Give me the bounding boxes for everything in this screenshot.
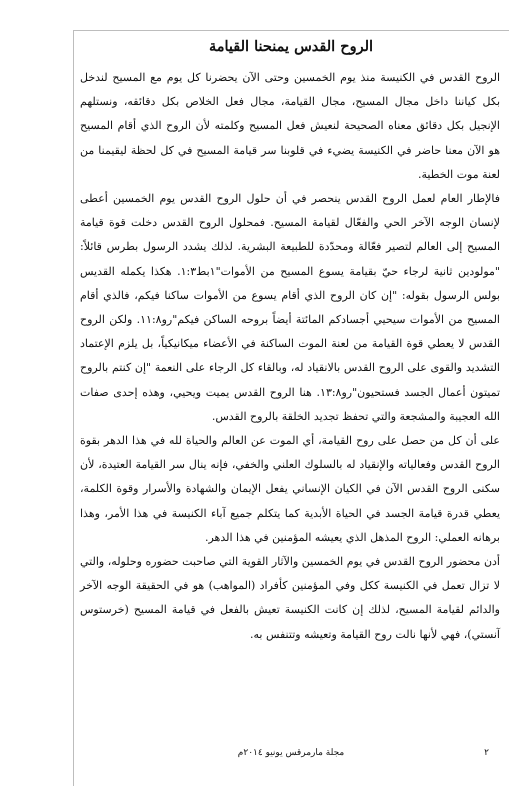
paragraph: على أن كل من حصل على روح القيامة، أي الموت عن العالم والحياة لله في هذا الدهر بقوة الروح القدس وفعالياته والإنقياد له بالسلوك العلني والخفي، فإنه ينال سر القيامة العتيدة، لأن سكنى الروح القدس الآن في الكيان الإنساني يفعل الإيمان والشهادة والأسرار وقوة الكلمة، يعطي قدرة قيامة الجسد في الحياة الأبدية كما يتكلم جميع آباء الكنيسة في هذا الأمر، وهذا برهانه العملي: الروح المذهل الذي يعيشه المؤمنين في هذا الدهر. xyxy=(80,434,500,544)
journal-name: مجلة مارمرقس يونيو ٢٠١٤م xyxy=(237,748,345,758)
paragraph: أدن محضور الروح القدس في يوم الخمسين والآثار القوية التي صاحبت حضوره وحلوله، والتي لا تزال تعمل في الكنيسة ككل وفي المؤمنين كأفراد (المواهب) هو في الحقيقة الوجه الآخر والدائم لقيامة المسيح، لذلك إن كانت الكنيسة تعيش بالفعل في قيامة المسيح (خرستوس آنستي)، فهي لأنها نالت روح القيامة وتعيشه وتتنفس به. xyxy=(80,555,500,641)
paragraph: الروح القدس في الكنيسة منذ يوم الخمسين وحتى الآن يحضرنا كل يوم مع المسيح لندخل بكل كياننا داخل مجال المسيح، مجال القيامة، مجال فعل الخلاص بكل دقائقه، ونستلهم الإنجيل بكل دقائق معناه الصحيحة لنعيش فعل المسيح وكلمته لأن الروح الذي أقام المسيح هو الآن معنا حاضر في الكنيسة يضيء في قلوبنا سر قيامة المسيح في كل لحظة ليقيمنا من لعنة موت الخطية. xyxy=(80,71,500,181)
paragraph: فالإطار العام لعمل الروح القدس ينحصر في أن حلول الروح القدس يوم الخمسين أعطى لإنسان الوجه الآخر الحي والفعّال لقيامة المسيح. فمحلول الروح القدس دخلت قوة قيامة المسيح إلى العالم لتصير فعّالة ومحدّدة للطبيعة البشرية. لذلك يشدد الرسول بطرس قائلاً: "مولودين ثانية لرجاء حيّ بقيامة يسوع المسيح من الأموات"١بط١:٣. هكذا يكمله القديس بولس الرسول بقوله: "إن كان الروح الذي أقام يسوع من الأموات ساكنا فيكم، فالذي أقام المسيح من الأموات سيحيي أجسادكم المائتة أيضاً بروحه الساكن فيكم"رو١١:٨. ولكن الروح القدس لا يعطي قوة القيامة من لعنة الموت الساكنة في الأعضاء ميكانيكياً، بل يلزم الإعتماد التشديد والقوى على الروح القدس بالانقياد له، وبالقاء كل الرجاء على النعمة "إن كنتم بالروح تميتون أعمال الجسد فستحيون"رو١٣:٨. هنا الروح القدس يميت ويحيي، وهذه إحدى صفات الله العجيبة والمشجعة والتي تحفظ تجديد الخلقة بالروح القدس. xyxy=(80,192,501,423)
article-body xyxy=(80,66,500,647)
article-title: الروح القدس يمنحنا القيامة xyxy=(208,38,374,55)
page-number: ٢ xyxy=(484,748,489,758)
